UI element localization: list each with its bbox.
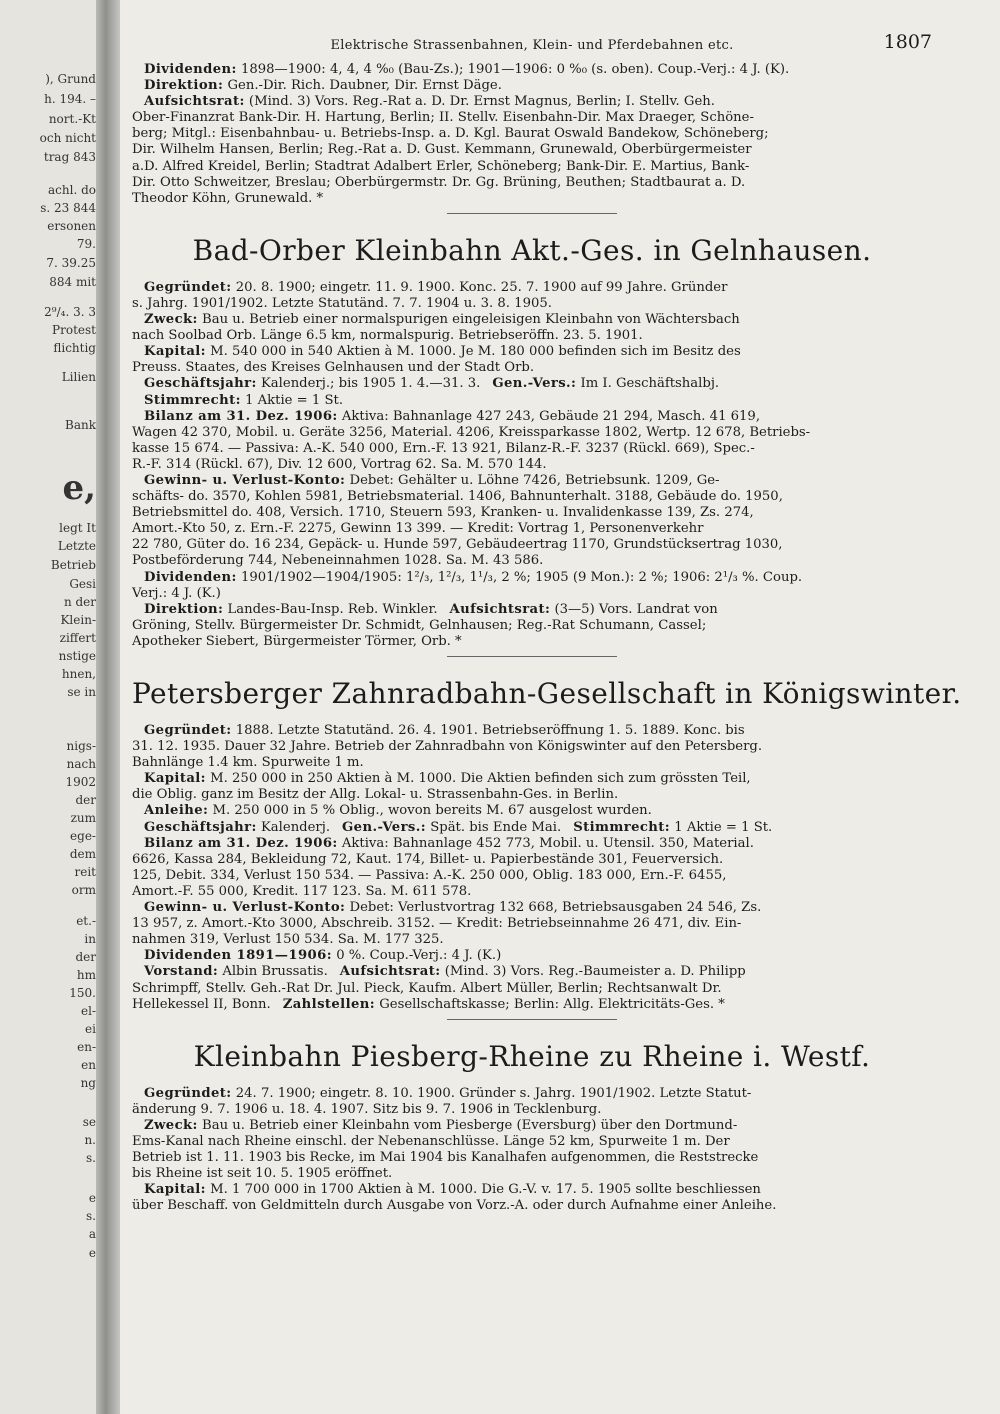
field-text: Bau u. Betrieb einer normalspurigen eingeleisigen Kleinbahn von Wächtersbach [202,312,740,328]
entry-line [132,409,932,425]
entry-line [132,537,932,553]
entry-line [132,739,932,755]
book-page [132,31,962,1214]
field-label: Geschäftsjahr: [144,819,257,835]
field-text: Ems-Kanal nach Rheine einschl. der Nebenanschlüsse. Länge 52 km, Spurweite 1 m. Der [132,1133,730,1149]
entry-line [132,360,932,376]
prev-page-fragment: flichtig [53,341,96,355]
field-text: Theodor Köhn, Grunewald. * [132,190,324,206]
prev-page-fragment: Gesi [69,577,96,591]
prev-page-fragment: ), Grund [45,72,96,86]
company-entry-intro [132,62,932,214]
entry-line [132,376,932,392]
entries [132,62,962,1214]
field-text: Gröning, Stellv. Bürgermeister Dr. Schmidt, Gelnhausen; Reg.-Rat Schumann, Cassel; [132,617,707,633]
field-label: Direktion: [144,601,224,617]
prev-page-fragment: s. 23 844 [40,201,96,215]
field-text: 1 Aktie = 1 St. [674,819,773,835]
entry-line [132,553,932,569]
field-text: Ober-Finanzrat Bank-Dir. H. Hartung, Berlin; II. Stellv. Eisenbahn-Dir. Max Draeger, Schöne- [132,110,754,126]
field-text: Kalenderj. [260,819,331,835]
entry-line [132,755,932,771]
field-label: Gen.-Vers.: [492,376,577,392]
prev-page-fragment: orm [71,883,96,897]
prev-page-fragment: ziffert [59,631,96,645]
field-label: Kapital: [144,344,206,360]
prev-page-fragment: a [88,1227,96,1241]
prev-page-fragment: nach [66,757,96,771]
entry-line [132,296,932,312]
field-label: Dividenden 1891—1906: [144,948,332,964]
prev-page-fragment: reit [74,865,96,879]
field-text: die Oblig. ganz im Besitz der Allg. Lokal- u. Strassenbahn-Ges. in Berlin. [132,787,619,803]
field-text: Amort.-Kto 50, z. Ern.-F. 2275, Gewinn 13 399. — Kredit: Vortrag 1, Personenverkehr [132,521,704,537]
prev-page-fragment: nigs- [66,739,96,753]
prev-page-fragment: hm [76,968,96,982]
entry-line [132,110,932,126]
book-gutter [96,0,120,1414]
entry-line [132,521,932,537]
field-text: M. 540 000 in 540 Aktien à M. 1000. Je M. 180 000 befinden sich im Besitz des [210,344,741,360]
field-text: Postbeförderung 744, Nebeneinnahmen 1028. Sa. M. 43 586. [132,553,544,569]
prev-page-fragment: 7. 39.25 [46,256,96,270]
entry-line [132,126,932,142]
field-label: Geschäftsjahr: [144,376,257,392]
entry-line [132,312,932,328]
entry-line [132,441,932,457]
section-rule [447,656,617,657]
entry-line [132,900,932,916]
company-entry-bad-orber [132,234,932,657]
field-label: Kapital: [144,1182,206,1198]
prev-page-fragment: e [88,1191,96,1205]
field-text: Aktiva: Bahnanlage 452 773, Mobil. u. Utensil. 350, Material. [341,835,754,851]
entry-line [132,787,932,803]
field-label: Gen.-Vers.: [342,819,427,835]
prev-page-fragment: in [84,932,96,946]
entry-line [132,1118,932,1134]
entry-line [132,328,932,344]
prev-page-fragment: hnen, [61,667,96,681]
field-label: Stimmrecht: [144,392,241,408]
field-text: (Mind. 3) Vors. Reg.-Baumeister a. D. Philipp [444,964,746,980]
entry-line [132,1182,932,1198]
prev-page-fragment: se [82,1115,96,1129]
field-text: Debet: Verlustvortrag 132 668, Betriebsausgaben 24 546, Zs. [349,900,762,916]
field-text: 13 957, z. Amort.-Kto 3000, Abschreib. 3152. — Kredit: Betriebseinnahme 26 471, div. Ein- [132,916,742,932]
prev-page-fragment: Letzte [57,539,96,553]
entry-line [132,142,932,158]
entry-line [132,1166,932,1182]
entry-line [132,771,932,787]
prev-page-fragment: n. [84,1133,96,1147]
field-text: Amort.-F. 55 000, Kredit. 117 123. Sa. M. 611 578. [132,883,472,899]
field-label: Aufsichtsrat: [449,601,551,617]
field-text: M. 250 000 in 5 % Oblig., wovon bereits M. 67 ausgelost wurden. [212,803,652,819]
field-label: Bilanz am 31. Dez. 1906: [144,408,338,424]
field-label: Gegründet: [144,723,232,738]
entry-line [132,1134,932,1150]
running-title: Elektrische Strassenbahnen, Klein- und Pferdebahnen etc. [330,38,734,53]
prev-page-fragment: ng [80,1076,96,1090]
entry-line [132,997,932,1013]
field-text: Albin Brussatis. [222,964,328,980]
field-text: Bahnlänge 1.4 km. Spurweite 1 m. [132,755,364,771]
field-text: schäfts- do. 3570, Kohlen 5981, Betriebsmaterial. 1406, Bahnunterhalt. 3188, Gebäude do. 1950, [132,489,783,505]
field-text: Gesellschaftskasse; Berlin: Allg. Elektricitäts-Ges. * [379,996,725,1012]
prev-page-fragment: n der [63,595,96,609]
field-text: nach Soolbad Orb. Länge 6.5 km, normalspurig. Betriebseröffn. 23. 5. 1901. [132,328,643,344]
prev-page-fragment: s. [86,1209,96,1223]
running-head [132,31,932,62]
entry-line [132,852,932,868]
field-text: Debet: Gehälter u. Löhne 7426, Betriebsunk. 1209, Ge- [349,472,720,488]
entry-line [132,836,932,852]
prev-page-fragment: 150. [69,986,96,1000]
entry-line [132,1150,932,1166]
prev-page-fragment: achl. do [48,183,96,197]
field-text: Wagen 42 370, Mobil. u. Geräte 3256, Material. 4206, Kreissparkasse 1802, Wertp. 12 678, Betriebs- [132,424,811,440]
entry-line [132,634,932,650]
field-label: Dividenden: [144,569,237,585]
field-text: Gen.-Dir. Rich. Daubner, Dir. Ernst Däge. [227,78,502,94]
field-label: Zahlstellen: [282,996,376,1012]
prev-page-fragment: 2⁹/₄. 3. 3 [44,305,96,319]
section-rule [447,213,617,214]
field-text: Landes-Bau-Insp. Reb. Winkler. [227,601,438,617]
field-text: Betrieb ist 1. 11. 1903 bis Recke, im Mai 1904 bis Kanalhafen aufgenommen, die Reststrecke [132,1150,759,1166]
field-text: bis Rheine ist seit 10. 5. 1905 eröffnet. [132,1166,393,1182]
field-label: Gegründet: [144,1085,232,1101]
field-text: über Beschaff. von Geldmitteln durch Ausgabe von Vorz.-A. oder durch Aufnahme einer Anleihe. [132,1198,777,1214]
field-text: Betriebsmittel do. 408, Versich. 1710, Steuern 593, Kranken- u. Invalidenkasse 139, Zs. 274, [132,505,754,521]
field-text: berg; Mitgl.: Eisenbahnbau- u. Betriebs-Insp. a. D. Kgl. Baurat Oswald Bandekow, Schöneberg; [132,126,769,142]
field-text: Verj.: 4 J. (K.) [132,585,221,601]
prev-page-fragment: Lilien [61,370,96,384]
prev-page-fragment: e, [62,468,96,508]
field-label: Vorstand: [144,964,219,980]
entry-line [132,94,932,110]
entry-line [132,191,932,207]
field-text: nahmen 319, Verlust 150 534. Sa. M. 177 325. [132,932,444,948]
entry-line [132,62,932,78]
field-label: Kapital: [144,771,206,787]
field-text: Schrimpff, Stellv. Geh.-Rat Dr. Jul. Pieck, Kaufm. Albert Müller, Berlin; Rechtsanwalt Dr. [132,980,722,996]
entry-line [132,981,932,997]
prev-page-fragment: ei [85,1022,96,1036]
prev-page-fragment: ersonen [47,219,96,233]
entry-line [132,618,932,634]
prev-page-fragment: ege- [70,829,96,843]
company-title: Kleinbahn Piesberg-Rheine zu Rheine i. Westf. [193,1039,871,1073]
prev-page-fragment: der [75,950,96,964]
field-text: s. Jahrg. 1901/1902. Letzte Statutänd. 7. 7. 1904 u. 3. 8. 1905. [132,295,552,311]
field-text: Aktiva: Bahnanlage 427 243, Gebäude 21 294, Masch. 41 619, [341,408,761,424]
field-text: M. 250 000 in 250 Aktien à M. 1000. Die Aktien befinden sich zum grössten Teil, [210,771,751,787]
entry-line [132,175,932,191]
prev-page-fragment: trag 843 [43,150,96,164]
prev-page-fragment: och nicht [39,131,96,145]
field-text: Preuss. Staates, des Kreises Gelnhausen und der Stadt Orb. [132,360,535,376]
entry-line [132,280,932,296]
entry-line [132,425,932,441]
field-label: Bilanz am 31. Dez. 1906: [144,835,338,851]
field-text: 1 Aktie = 1 St. [245,392,344,408]
prev-page-fragment: nstige [58,649,96,663]
prev-page-fragment: dem [69,847,96,861]
field-label: Stimmrecht: [573,819,671,835]
field-text: 20. 8. 1900; eingetr. 11. 9. 1900. Konc. 25. 7. 1900 auf 99 Jahre. Gründer [235,279,728,295]
entry-line [132,1086,932,1102]
field-label: Zweck: [144,312,198,328]
page-number: 1807 [883,31,932,53]
field-text: 31. 12. 1935. Dauer 32 Jahre. Betrieb der Zahnradbahn von Königswinter auf den Petersberg. [132,739,763,755]
field-label: Zweck: [144,1117,198,1133]
prev-page-fragment: h. 194. – [44,92,96,106]
entry-line [132,820,932,836]
prev-page-fragment: Klein- [60,613,96,627]
field-text: 0 %. Coup.-Verj.: 4 J. (K.) [336,948,502,964]
prev-page-fragment: Protest [52,323,96,337]
prev-page-fragment: nort.-Kt [48,112,96,126]
entry-line [132,932,932,948]
entry-line [132,473,932,489]
field-text: (3—5) Vors. Landrat von [554,601,718,617]
company-title: Bad-Orber Kleinbahn Akt.-Ges. in Gelnhausen. [192,233,872,267]
prev-page-fragment: en [81,1058,96,1072]
prev-page-fragment: el- [81,1004,96,1018]
prev-page-fragment: s. [86,1151,96,1165]
entry-line [132,1198,932,1214]
field-text: Spät. bis Ende Mai. [430,819,562,835]
prev-page-fragment: e [88,1246,96,1260]
field-text: 1888. Letzte Statutänd. 26. 4. 1901. Betriebseröffnung 1. 5. 1889. Konc. bis [235,723,745,738]
entry-line [132,964,932,980]
entry-line [132,344,932,360]
field-text: 1901/1902—1904/1905: 1²/₃, 1²/₃, 1¹/₃, 2 %; 1905 (9 Mon.): 2 %; 1906: 2¹/₃ %. Coup. [241,569,803,585]
company-entry-piesberg [132,1040,932,1215]
company-title: Petersberger Zahnradbahn-Gesellschaft in Königswinter. [132,677,962,710]
field-text: M. 1 700 000 in 1700 Aktien à M. 1000. Die G.-V. v. 17. 5. 1905 sollte beschliessen [210,1182,761,1198]
field-label: Anleihe: [144,803,209,819]
prev-page-fragment: legt It [59,521,96,535]
prev-page-fragment: 884 mit [49,275,96,289]
entry-line [132,159,932,175]
field-text: Bau u. Betrieb einer Kleinbahn vom Piesberge (Eversburg) über den Dortmund- [202,1117,738,1133]
entry-line [132,393,932,409]
entry-line [132,78,932,94]
field-text: Im I. Geschäftshalbj. [580,376,720,392]
prev-page-fragment: se in [67,685,96,699]
entry-line [132,586,932,602]
entry-line [132,884,932,900]
field-text: a.D. Alfred Kreidel, Berlin; Stadtrat Adalbert Erler, Schöneberg; Bank-Dir. E. Martius, Bank- [132,158,750,174]
entry-line [132,916,932,932]
field-text: (Mind. 3) Vors. Reg.-Rat a. D. Dr. Ernst Magnus, Berlin; I. Stellv. Geh. [248,94,715,110]
field-label: Gewinn- u. Verlust-Konto: [144,472,346,488]
prev-page-fragment: en- [77,1040,96,1054]
field-text: Dir. Otto Schweitzer, Breslau; Oberbürgermstr. Dr. Gg. Brüning, Beuthen; Stadtbaurat a. D. [132,174,746,190]
field-label: Aufsichtsrat: [339,964,441,980]
field-label: Gewinn- u. Verlust-Konto: [144,900,346,916]
field-text: änderung 9. 7. 1906 u. 18. 4. 1907. Sitz bis 9. 7. 1906 in Tecklenburg. [132,1101,602,1117]
entry-line [132,723,932,739]
entry-line [132,505,932,521]
field-text: Dir. Wilhelm Hansen, Berlin; Reg.-Rat a. D. Gust. Kemmann, Grunewald, Oberbürgermeister [132,142,752,158]
section-rule [447,1019,617,1020]
field-label: Dividenden: [144,62,237,77]
entry-line [132,948,932,964]
entry-line [132,457,932,473]
field-text: Apotheker Siebert, Bürgermeister Törmer, Orb. * [132,633,462,649]
prev-page-fragment: Bank [65,418,96,432]
field-label: Direktion: [144,78,224,94]
prev-page-fragment: zum [70,811,96,825]
field-text: 125, Debit. 334, Verlust 150 534. — Passiva: A.-K. 250 000, Oblig. 183 000, Ern.-F. 6455, [132,867,727,883]
field-text: R.-F. 314 (Rückl. 67), Div. 12 600, Vortrag 62. Sa. M. 570 144. [132,456,547,472]
prev-page-fragment: et.- [76,914,96,928]
entry-line [132,1102,932,1118]
company-entry-petersberger [132,677,962,1020]
field-label: Gegründet: [144,279,232,295]
field-text: 6626, Kassa 284, Bekleidung 72, Kaut. 174, Billet- u. Papierbestände 301, Feuerversich. [132,851,724,867]
entry-line [132,570,932,586]
previous-page-margin [0,0,96,1414]
field-text: kasse 15 674. — Passiva: A.-K. 540 000, Ern.-F. 13 921, Bilanz-R.-F. 3237 (Rückl. 669), Spec.- [132,440,755,456]
prev-page-fragment: der [75,793,96,807]
entry-line [132,489,932,505]
entry-line [132,602,932,618]
field-text: 24. 7. 1900; eingetr. 8. 10. 1900. Gründer s. Jahrg. 1901/1902. Letzte Statut- [235,1085,752,1101]
entry-line [132,868,932,884]
field-text: Kalenderj.; bis 1905 1. 4.—31. 3. [260,376,481,392]
prev-page-fragment: Betrieb [50,558,96,572]
field-text: 22 780, Güter do. 16 234, Gepäck- u. Hunde 597, Gebäudeertrag 1170, Grundstücksertrag 1030, [132,537,783,553]
field-text: 1898—1900: 4, 4, 4 %₀ (Bau-Zs.); 1901—1906: 0 %₀ (s. oben). Coup.-Verj.: 4 J. (K). [241,62,790,77]
prev-page-fragment: 1902 [65,775,96,789]
entry-line [132,803,932,819]
prev-page-fragment: 79. [76,237,96,251]
field-text: Hellekessel II, Bonn. [132,996,271,1012]
field-label: Aufsichtsrat: [144,94,245,110]
